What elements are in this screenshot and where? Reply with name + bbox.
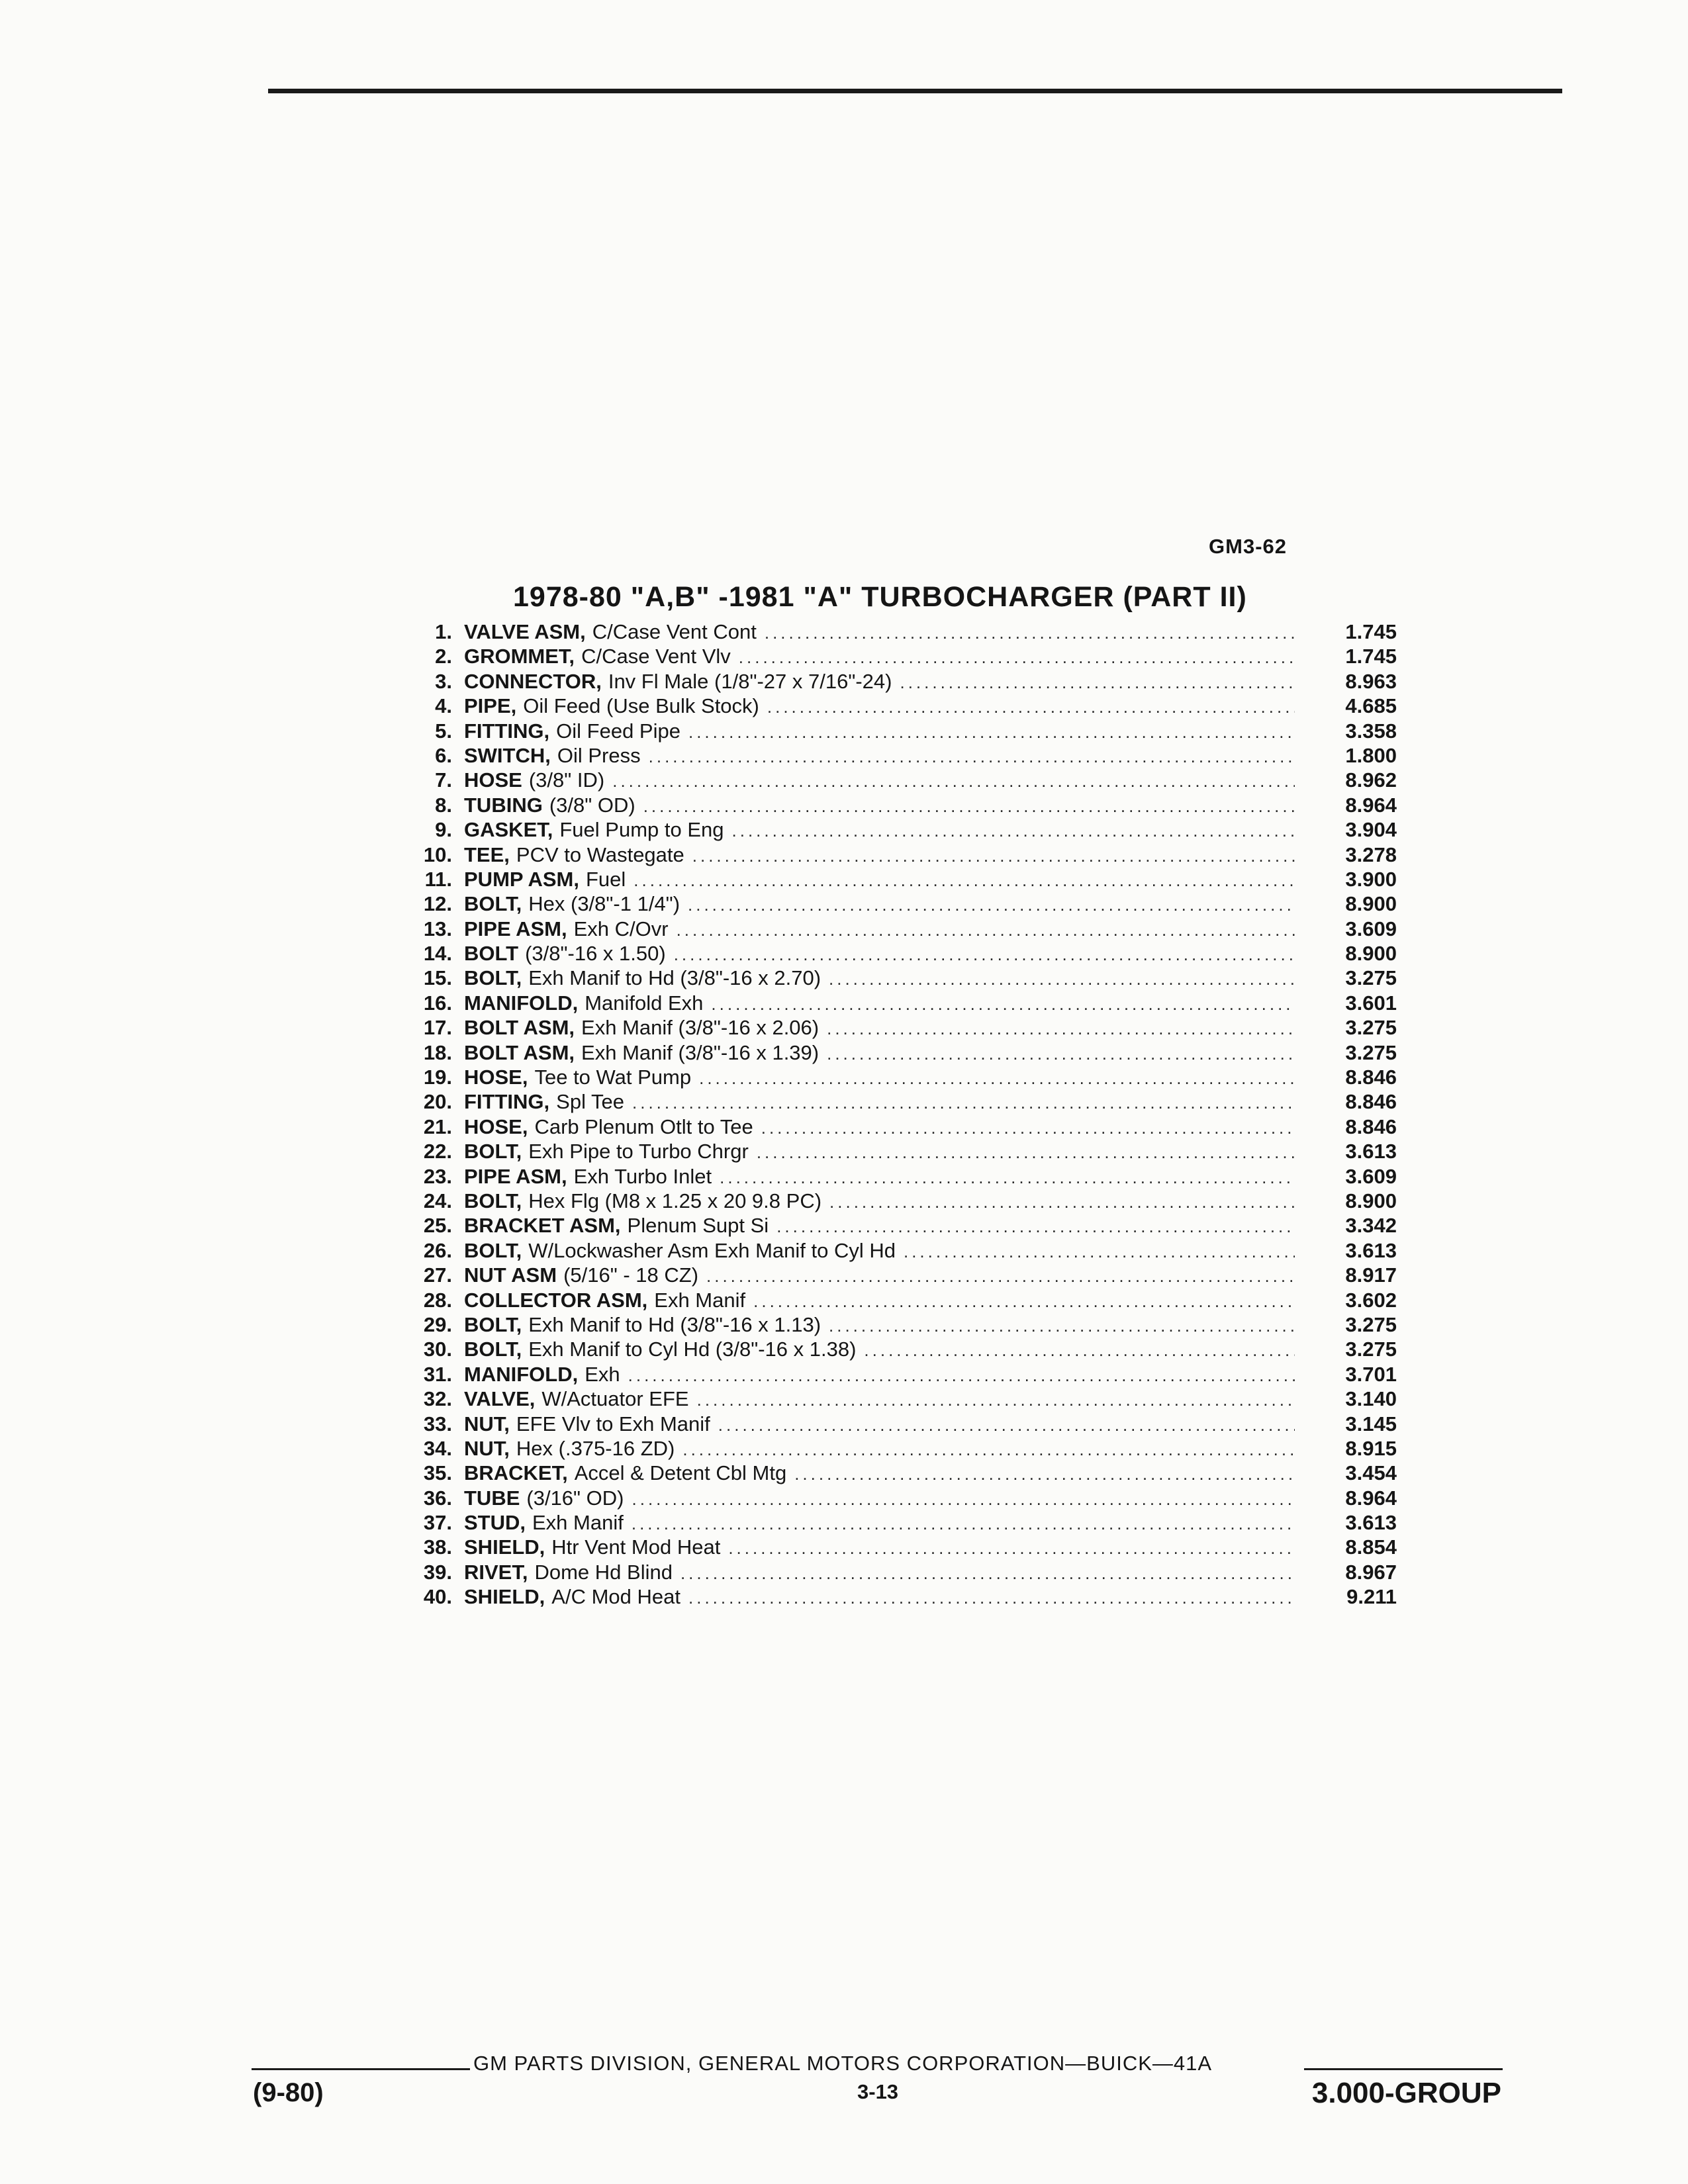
part-row [404,1387,1397,1412]
part-name: BOLT, [464,892,522,916]
dot-leader [706,1266,1295,1287]
part-number: 10. [423,842,452,866]
part-number: 24. [423,1189,452,1212]
part-group-number: 3.275 [1345,1338,1397,1361]
part-name: BOLT, [464,1312,522,1336]
part-group-number: 3.145 [1345,1412,1397,1435]
part-description: Oil Feed Pipe [556,719,680,743]
dot-leader [682,1439,1295,1460]
part-number: 28. [423,1288,452,1312]
dot-leader [767,697,1295,717]
part-description: Spl Tee [556,1090,624,1114]
dot-leader [900,672,1295,693]
part-description: Exh Manif to Hd (3/8"-16 x 2.70) [528,966,821,990]
part-number: 19. [423,1066,452,1089]
part-group-number: 3.900 [1345,867,1397,891]
dot-leader [829,1316,1295,1336]
part-group-number: 3.613 [1345,1140,1397,1163]
part-description: (3/16" OD) [526,1486,624,1510]
part-description: Exh Manif to Hd (3/8"-16 x 1.13) [528,1312,821,1336]
part-row [404,1363,1397,1387]
part-name: TEE, [464,842,510,866]
part-row [404,1066,1397,1090]
part-name: FITTING, [464,1090,550,1114]
part-number: 1. [435,620,452,643]
dot-leader [674,944,1295,965]
part-row [404,1016,1397,1040]
part-group-number: 3.342 [1345,1214,1397,1238]
dot-leader [612,771,1295,792]
part-group-number: 3.613 [1345,1511,1397,1535]
part-group-number: 3.602 [1345,1288,1397,1312]
dot-leader [677,920,1295,940]
part-number: 40. [423,1585,452,1609]
part-number: 4. [435,694,452,718]
part-name: BOLT ASM, [464,1040,575,1064]
part-row [404,1511,1397,1535]
part-name: HOSE [464,768,522,792]
part-row [404,645,1397,669]
dot-leader [776,1216,1295,1237]
part-row [404,818,1397,842]
part-row [404,1263,1397,1288]
dot-leader [728,1538,1295,1559]
part-row [404,1041,1397,1066]
footer-group-label: 3.000-GROUP [1311,2077,1501,2109]
part-description: Plenum Supt Si [627,1214,769,1238]
part-name: VALVE ASM, [464,620,586,643]
part-group-number: 8.915 [1345,1436,1397,1460]
part-name: BOLT ASM, [464,1016,575,1040]
part-number: 32. [423,1387,452,1411]
figure-id: GM3-62 [1209,535,1287,558]
dot-leader [761,1118,1295,1138]
part-group-number: 8.846 [1345,1115,1397,1138]
dot-leader [680,1563,1295,1584]
part-number: 22. [423,1140,452,1163]
part-description: Dome Hd Blind [534,1560,673,1584]
part-group-number: 8.900 [1345,892,1397,916]
part-number: 33. [423,1412,452,1435]
part-description: Exh Manif (3/8"-16 x 2.06) [581,1016,820,1040]
part-number: 14. [423,942,452,966]
part-name: PIPE, [464,694,517,718]
dot-leader [697,1390,1295,1410]
part-name: STUD, [464,1511,526,1535]
part-number: 31. [423,1362,452,1386]
part-group-number: 3.609 [1345,1164,1397,1188]
part-group-number: 3.275 [1345,1312,1397,1336]
part-group-number: 8.917 [1345,1263,1397,1287]
part-name: GASKET, [464,818,553,842]
dot-leader [628,1365,1295,1386]
part-row [404,942,1397,966]
part-description: Manifold Exh [585,991,704,1015]
part-row [404,1412,1397,1437]
part-row [404,768,1397,793]
part-group-number: 3.358 [1345,719,1397,743]
part-description: Htr Vent Mod Heat [551,1535,721,1559]
part-group-number: 8.846 [1345,1066,1397,1089]
part-number: 8. [435,793,452,817]
part-row [404,991,1397,1016]
part-description: (3/8"-16 x 1.50) [525,942,666,966]
dot-leader [904,1242,1295,1262]
part-name: PUMP ASM, [464,867,579,891]
part-group-number: 8.900 [1345,942,1397,966]
part-row [404,1214,1397,1238]
part-name: HOSE, [464,1115,528,1138]
dot-leader [765,623,1295,643]
part-row [404,1338,1397,1362]
part-name: GROMMET, [464,645,575,668]
dot-leader [688,722,1295,743]
part-row [404,892,1397,917]
part-number: 38. [423,1535,452,1559]
part-row [404,1585,1397,1610]
part-number: 9. [435,818,452,842]
part-number: 5. [435,719,452,743]
part-name: CONNECTOR, [464,669,602,693]
part-description: (5/16" - 18 CZ) [563,1263,699,1287]
part-description: Hex (.375-16 ZD) [516,1436,675,1460]
part-group-number: 3.140 [1345,1387,1397,1411]
part-row [404,719,1397,744]
part-group-number: 3.601 [1345,991,1397,1015]
part-description: Exh Turbo Inlet [573,1164,712,1188]
part-row [404,1437,1397,1461]
part-row [404,1239,1397,1263]
dot-leader [794,1464,1295,1484]
part-row [404,1561,1397,1585]
part-name: NUT, [464,1412,510,1435]
part-description: Oil Feed (Use Bulk Stock) [523,694,759,718]
part-name: TUBE [464,1486,520,1510]
dot-leader [632,1514,1295,1534]
part-name: COLLECTOR ASM, [464,1288,648,1312]
dot-leader [643,796,1295,817]
part-number: 23. [423,1164,452,1188]
part-description: Exh Manif to Cyl Hd (3/8"-16 x 1.38) [528,1338,857,1361]
dot-leader [829,1192,1295,1212]
part-description: (3/8" ID) [528,768,605,792]
part-name: RIVET, [464,1560,528,1584]
part-row [404,966,1397,991]
part-group-number: 1.745 [1345,620,1397,643]
part-description: Oil Press [557,743,641,767]
footer-rule-left [252,2068,470,2070]
part-description: Fuel Pump to Eng [559,818,724,842]
part-description: C/Case Vent Vlv [581,645,731,668]
dot-leader [699,1068,1295,1089]
part-name: BOLT, [464,1189,522,1212]
part-description: Exh Manif [654,1288,746,1312]
dot-leader [632,1489,1295,1510]
part-group-number: 8.854 [1345,1535,1397,1559]
part-number: 21. [423,1115,452,1138]
part-group-number: 3.454 [1345,1461,1397,1485]
dot-leader [633,870,1295,891]
part-number: 15. [423,966,452,990]
part-row [404,1461,1397,1486]
part-row [404,1486,1397,1511]
part-name: NUT, [464,1436,510,1460]
part-group-number: 3.278 [1345,842,1397,866]
part-row [404,1535,1397,1560]
part-description: Tee to Wat Pump [534,1066,692,1089]
part-name: SWITCH, [464,743,551,767]
dot-leader [753,1291,1295,1312]
part-name: MANIFOLD, [464,991,579,1015]
part-name: BOLT, [464,966,522,990]
dot-leader [632,1093,1295,1113]
part-group-number: 8.963 [1345,669,1397,693]
part-description: C/Case Vent Cont [592,620,757,643]
part-group-number: 3.904 [1345,818,1397,842]
part-number: 39. [423,1560,452,1584]
part-group-number: 3.275 [1345,966,1397,990]
page-title: 1978-80 "A,B" -1981 "A" TURBOCHARGER (PART II) [513,581,1247,613]
part-name: BOLT [464,942,519,966]
part-number: 6. [435,743,452,767]
part-row [404,1289,1397,1313]
part-number: 3. [435,669,452,693]
part-row [404,1140,1397,1164]
part-group-number: 8.846 [1345,1090,1397,1114]
part-group-number: 8.964 [1345,1486,1397,1510]
part-row [404,670,1397,694]
dot-leader [827,1044,1295,1064]
part-description: Fuel [585,867,626,891]
part-description: (3/8" OD) [549,793,635,817]
part-row [404,843,1397,868]
footer-date: (9-80) [253,2078,324,2107]
part-description: A/C Mod Heat [551,1585,680,1609]
part-row [404,744,1397,768]
dot-leader [829,969,1295,989]
top-rule [268,89,1562,93]
part-row [404,868,1397,892]
part-name: MANIFOLD, [464,1362,579,1386]
part-description: Exh Pipe to Turbo Chrgr [528,1140,749,1163]
part-number: 2. [435,645,452,668]
part-description: Hex Flg (M8 x 1.25 x 20 9.8 PC) [528,1189,822,1212]
part-row [404,1090,1397,1115]
part-name: SHIELD, [464,1585,545,1609]
part-group-number: 3.613 [1345,1238,1397,1262]
footer-page-number: 3-13 [857,2080,899,2103]
part-number: 18. [423,1040,452,1064]
dot-leader [732,821,1295,841]
part-number: 35. [423,1461,452,1485]
dot-leader [864,1340,1295,1361]
dot-leader [688,895,1295,915]
dot-leader [711,994,1295,1015]
part-group-number: 8.967 [1345,1560,1397,1584]
part-name: FITTING, [464,719,550,743]
dot-leader [688,1588,1295,1608]
part-group-number: 1.745 [1345,645,1397,668]
part-number: 13. [423,917,452,940]
part-number: 30. [423,1338,452,1361]
part-description: Hex (3/8"-1 1/4") [528,892,680,916]
part-number: 16. [423,991,452,1015]
part-row [404,1189,1397,1214]
part-name: SHIELD, [464,1535,545,1559]
dot-leader [692,846,1295,866]
footer-organization: GM PARTS DIVISION, GENERAL MOTORS CORPORATION—BUICK—41A [473,2052,1213,2075]
part-group-number: 3.275 [1345,1016,1397,1040]
dot-leader [720,1167,1295,1188]
part-number: 7. [435,768,452,792]
part-group-number: 4.685 [1345,694,1397,718]
part-name: TUBING [464,793,543,817]
part-number: 27. [423,1263,452,1287]
part-group-number: 3.609 [1345,917,1397,940]
part-number: 25. [423,1214,452,1238]
part-name: HOSE, [464,1066,528,1089]
part-description: EFE Vlv to Exh Manif [516,1412,710,1435]
part-number: 37. [423,1511,452,1535]
part-name: BOLT, [464,1238,522,1262]
part-description: Carb Plenum Otlt to Tee [534,1115,753,1138]
part-name: BOLT, [464,1140,522,1163]
part-row [404,694,1397,719]
part-name: BOLT, [464,1338,522,1361]
part-description: Exh Manif [532,1511,624,1535]
part-group-number: 1.800 [1345,743,1397,767]
part-name: BRACKET ASM, [464,1214,621,1238]
part-number: 17. [423,1016,452,1040]
part-number: 34. [423,1436,452,1460]
footer-rule-right [1304,2068,1503,2070]
part-description: Exh [585,1362,620,1386]
part-name: PIPE ASM, [464,1164,567,1188]
part-description: PCV to Wastegate [516,842,684,866]
part-group-number: 8.962 [1345,768,1397,792]
dot-leader [649,747,1295,767]
part-row [404,917,1397,942]
part-group-number: 9.211 [1346,1585,1397,1609]
dot-leader [718,1415,1295,1435]
part-name: NUT ASM [464,1263,557,1287]
part-description: Accel & Detent Cbl Mtg [574,1461,787,1485]
part-description: Exh C/Ovr [573,917,669,940]
part-number: 11. [424,867,452,891]
part-row [404,1115,1397,1140]
part-group-number: 8.900 [1345,1189,1397,1212]
dot-leader [827,1019,1295,1039]
part-group-number: 3.275 [1345,1040,1397,1064]
part-description: W/Lockwasher Asm Exh Manif to Cyl Hd [528,1238,896,1262]
part-description: Inv Fl Male (1/8"-27 x 7/16"-24) [608,669,892,693]
part-number: 26. [423,1238,452,1262]
part-number: 29. [423,1312,452,1336]
part-name: VALVE, [464,1387,536,1411]
dot-leader [739,647,1295,668]
part-number: 12. [423,892,452,916]
part-group-number: 8.964 [1345,793,1397,817]
part-description: Exh Manif (3/8"-16 x 1.39) [581,1040,820,1064]
part-name: BRACKET, [464,1461,568,1485]
parts-list [404,620,1397,1610]
part-group-number: 3.701 [1345,1362,1397,1386]
part-row [404,620,1397,645]
dot-leader [757,1142,1295,1163]
part-number: 20. [423,1090,452,1114]
part-description: W/Actuator EFE [541,1387,689,1411]
part-row [404,1313,1397,1338]
part-name: PIPE ASM, [464,917,567,940]
part-row [404,794,1397,818]
part-number: 36. [423,1486,452,1510]
part-row [404,1165,1397,1189]
